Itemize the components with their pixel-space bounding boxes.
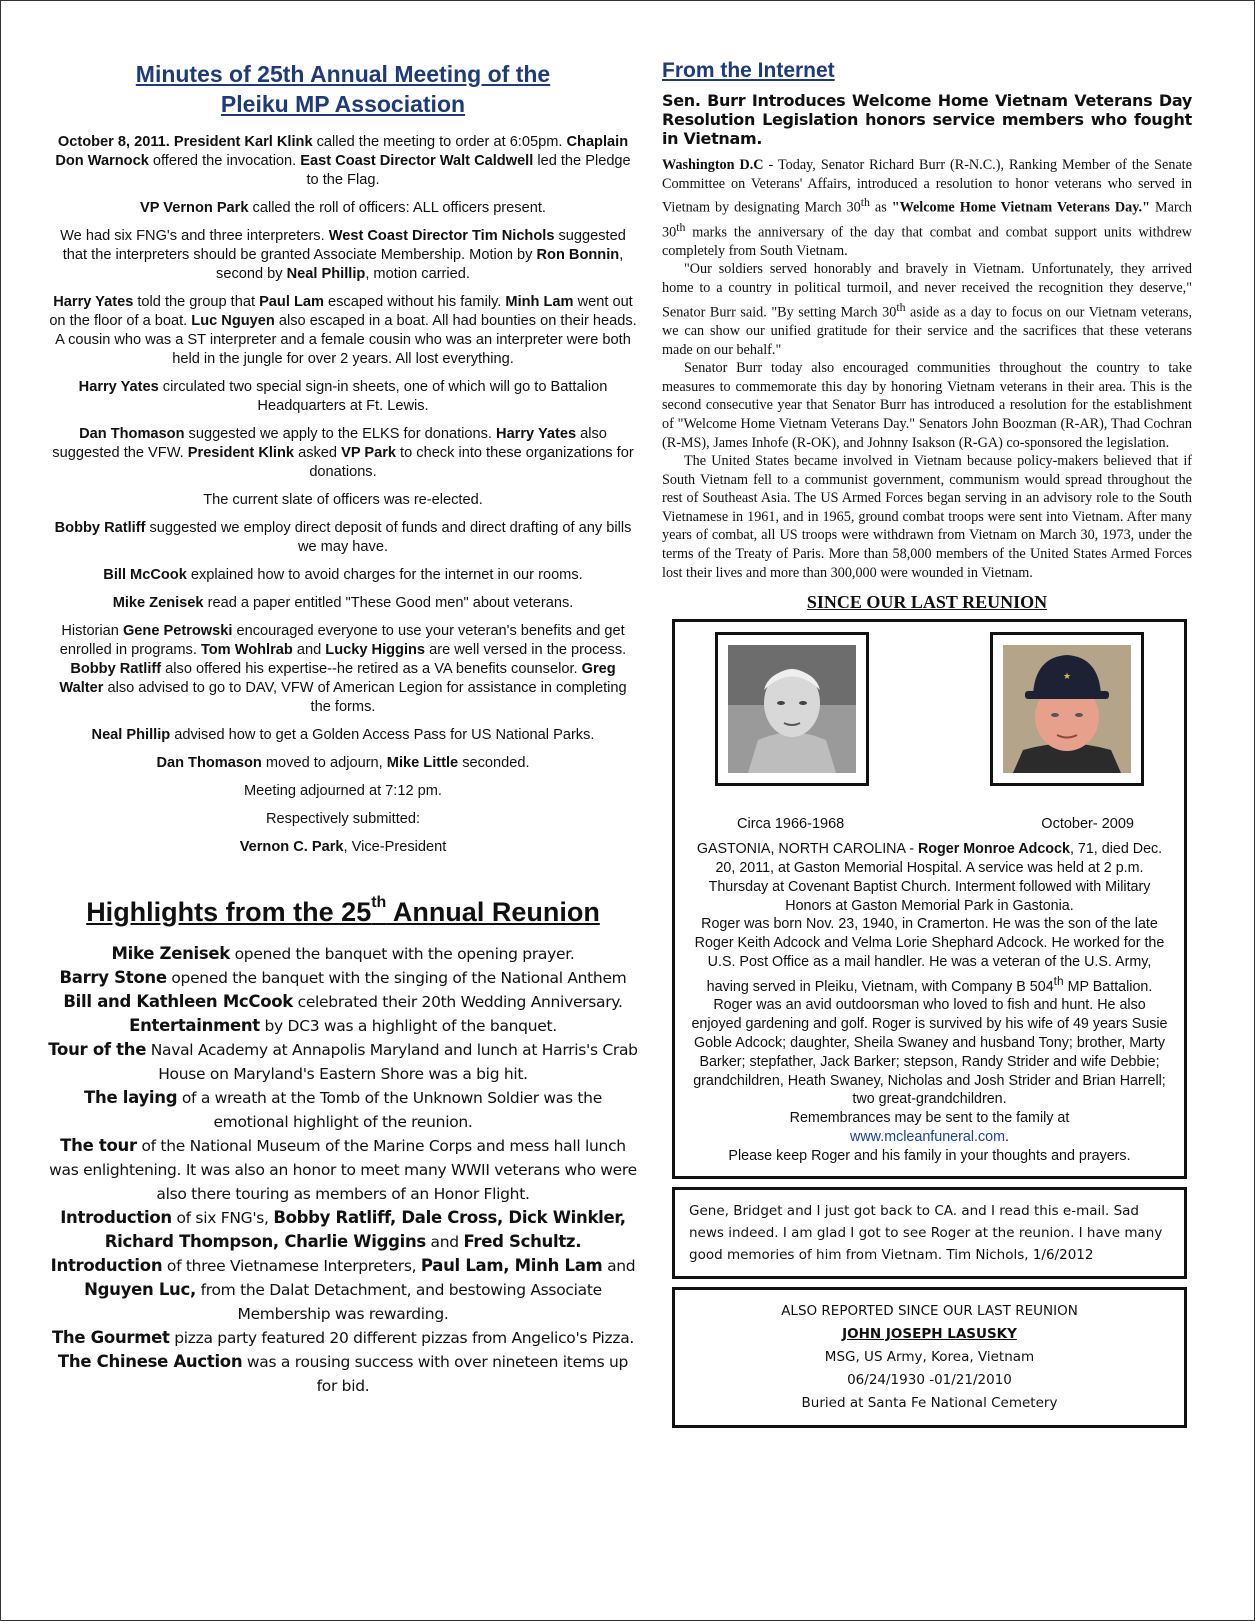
minutes-paragraph: Neal Phillip advised how to get a Golden Access Pass for US National Parks. <box>91 727 595 743</box>
obituary-remembrance: Remembrances may be sent to the family at <box>789 1110 1070 1127</box>
highlight-item: Bill and Kathleen McCook celebrated their 20th Wedding Anniversary. <box>63 992 623 1011</box>
funeral-home-link[interactable]: www.mcleanfuneral.com <box>850 1128 1005 1145</box>
obituary-closing: Please keep Roger and his family in your thoughts and prayers. <box>728 1147 1131 1164</box>
caption-older: October- 2009 <box>1041 816 1134 833</box>
note-box: Gene, Bridget and I just got back to CA. and I read this e-mail. Sad news indeed. I am glad I got to see Roger at the reunion. I have many good memories of him from Vietnam. Tim Nichols, 1/6/2012 <box>672 1187 1187 1279</box>
portrait-older-image <box>1003 645 1131 773</box>
article-headline: Sen. Burr Introduces Welcome Home Vietnam Veterans Day Resolution Legislation honors service members who fought in Vietnam. <box>662 91 1192 148</box>
svg-text:★: ★ <box>1062 672 1072 683</box>
photo-frame-young <box>715 632 869 786</box>
also-reported-dates: 06/24/1930 -01/21/2010 <box>847 1371 1012 1388</box>
article-paragraph: Senator Burr today also encouraged communities throughout the country to take measures to commemorate this day by honoring Vietnam veterans in their area. This is the second consecutive year that Senator Burr has introduced a resolution for the establishment of "Welcome Home Vietnam Veterans Day." Senators John Boozman (R-AR), Thad Cochran (R-MS), James Inhofe (R-OK), and Johnny Isakson (R-GA) co-sponsored the legislation. <box>662 360 1192 451</box>
minutes-paragraph: October 8, 2011. President Karl Klink called the meeting to order at 6:05pm. Chaplain Don Warnock offered the invocation. East Coast Director Walt Caldwell led the Pledge to the Flag. <box>55 134 631 188</box>
minutes-title-line2: Pleiku MP Association <box>220 91 466 117</box>
internet-title: From the Internet <box>662 59 835 82</box>
photo-frame-older <box>990 632 1144 786</box>
photo-row <box>687 632 1172 786</box>
obituary-paragraph: Roger was born Nov. 23, 1940, in Cramerton. He was the son of the late Roger Keith Adcock and Velma Lorie Shephard Adcock. He worked for the U.S. Post Office as a mail handler. He was a veteran of the U.S. Army, having served in Pleiku, Vietnam, with Company B 504th MP Battalion. Roger was an avid outdoorsman who loved to fish and hunt. He also enjoyed gardening and golf. Roger is survived by his wife of 49 years Susie Goble Adcock; daughter, Sheila Swaney and husband Tony; brother, Marty Barker; stepfather, Jack Barker; stepson, Randy Strider and wife Debbie; grandchildren, Heath Swaney, Nicholas and Josh Strider and Brian Harrell; two great-grandchildren. <box>691 916 1168 1108</box>
minutes-paragraph: The current slate of officers was re-elected. <box>203 492 483 508</box>
minutes-paragraph: Harry Yates circulated two special sign-in sheets, one of which will go to Battalion Headquarters at Ft. Lewis. <box>78 379 608 414</box>
minutes-title <box>48 59 638 119</box>
highlight-item: The Gourmet pizza party featured 20 different pizzas from Angelico's Pizza. <box>51 1328 635 1347</box>
also-reported-title: ALSO REPORTED SINCE OUR LAST REUNION <box>781 1302 1078 1319</box>
minutes-paragraph: Mike Zenisek read a paper entitled "These Good men" about veterans. <box>112 595 574 611</box>
right-column <box>662 55 1192 1428</box>
article-paragraph: Washington D.C - Today, Senator Richard Burr (R-N.C.), Ranking Member of the Senate Committee on Veterans' Affairs, introduced a resolution to honor veterans who served in Vietnam by designating March 30th as "Welcome Home Vietnam Veterans Day." March 30th marks the anniversary of the day that combat and combat support units withdrew completely from South Vietnam. <box>662 157 1193 259</box>
caption-young: Circa 1966-1968 <box>737 816 845 833</box>
minutes-paragraph: Bill McCook explained how to avoid charges for the internet in our rooms. <box>103 567 583 583</box>
also-reported-name: JOHN JOSEPH LASUSKY <box>842 1325 1017 1342</box>
minutes-paragraph: Bobby Ratliff suggested we employ direct deposit of funds and direct drafting of any bills we may have. <box>54 520 632 555</box>
highlight-item: Barry Stone opened the banquet with the singing of the National Anthem <box>59 968 627 987</box>
since-title: SINCE OUR LAST REUNION <box>806 592 1048 613</box>
highlight-item: The tour of the National Museum of the Marine Corps and mess hall lunch was enlightening. It was also an honor to meet many WWII veterans who were also there touring as members of an Honor Flight. <box>49 1136 637 1203</box>
obituary-text <box>687 840 1172 1165</box>
minutes-paragraph: VP Vernon Park called the roll of officers: ALL officers present. <box>140 200 546 216</box>
highlight-item: Mike Zenisek opened the banquet with the opening prayer. <box>111 944 575 963</box>
highlight-item: Tour of the Naval Academy at Annapolis Maryland and lunch at Harris's Crab House on Maryland's Eastern Shore was a big hit. <box>48 1040 638 1083</box>
minutes-paragraph: Meeting adjourned at 7:12 pm. <box>244 783 442 799</box>
minutes-paragraph: Dan Thomason suggested we apply to the ELKS for donations. Harry Yates also suggested the VFW. President Klink asked VP Park to check into these organizations for donations. <box>52 426 634 480</box>
portrait-young-image <box>728 645 856 773</box>
minutes-paragraph: Dan Thomason moved to adjourn, Mike Little seconded. <box>156 755 530 771</box>
minutes-title-line1: Minutes of 25th Annual Meeting of the <box>135 61 551 87</box>
also-reported-rank: MSG, US Army, Korea, Vietnam <box>824 1348 1035 1365</box>
minutes-paragraph: We had six FNG's and three interpreters. West Coast Director Tim Nichols suggested that the interpreters should be granted Associate Membership. Motion by Ron Bonnin, second by Neal Phillip, motion carried. <box>60 228 626 282</box>
highlights-body <box>48 942 638 1398</box>
article-paragraph: The United States became involved in Vietnam because policy-makers believed that if South Vietnam fell to a communist government, communism would spread throughout the rest of Southeast Asia. The US Armed Forces began serving in an advisory role to the South Vietnamese in 1961, and in 1965, ground combat troops were sent into Vietnam. After many years of combat, all US troops were withdrawn from Vietnam on March 30, 1973, under the terms of the Treaty of Paris. More than 58,000 members of the United States Armed Forces lost their lives and more than 300,000 were wounded in Vietnam. <box>662 453 1192 581</box>
left-column <box>48 55 638 1398</box>
article-paragraph: "Our soldiers served honorably and bravely in Vietnam. Unfortunately, they arrived home to a country in political turmoil, and never received the recognition they deserve," Senator Burr said. "By setting March 30th aside as a day to focus on our Vietnam veterans, we can show our unified gratitude for their service and the sacrifices that these veterans made on our behalf." <box>662 261 1192 358</box>
highlights-title: Highlights from the 25th Annual Reunion <box>86 894 600 927</box>
obituary-link-line: www.mcleanfuneral.com. <box>850 1128 1009 1145</box>
article-body <box>662 156 1192 582</box>
obituary-paragraph: GASTONIA, NORTH CAROLINA - Roger Monroe Adcock, 71, died Dec. 20, 2011, at Gaston Memorial Hospital. A service was held at 2 p.m. Thursday at Covenant Baptist Church. Interment followed with Military Honors at Gaston Memorial Park in Gastonia. <box>696 841 1163 914</box>
minutes-body <box>48 133 638 857</box>
minutes-paragraph: Respectively submitted: <box>265 811 421 827</box>
highlight-item: Entertainment by DC3 was a highlight of the banquet. <box>129 1016 557 1035</box>
highlight-item: Introduction of three Vietnamese Interpreters, Paul Lam, Minh Lam and Nguyen Luc, from the Dalat Detachment, and bestowing Associate Membership was rewarding. <box>50 1256 636 1323</box>
highlight-item: The laying of a wreath at the Tomb of the Unknown Soldier was the emotional highlight of the reunion. <box>84 1088 602 1131</box>
minutes-paragraph: Historian Gene Petrowski encouraged everyone to use your veteran's benefits and get enrolled in programs. Tom Wohlrab and Lucky Higgins are well versed in the process. Bobby Ratliff also offered his expertise--he retired as a VA benefits counselor. Greg Walter also advised to go to DAV, VFW of American Legion for assistance in completing the forms. <box>59 623 627 715</box>
also-reported-box <box>672 1287 1187 1428</box>
photo-captions <box>687 786 1172 840</box>
minutes-paragraph: Harry Yates told the group that Paul Lam escaped without his family. Minh Lam went out on the floor of a boat. Luc Nguyen also escaped in a boat. All had bounties on their heads. A cousin who was a ST interpreter and a female cousin who was an interpreter were both held in the jungle for over 2 years. All lost everything. <box>49 294 637 367</box>
highlight-item: The Chinese Auction was a rousing success with over nineteen items up for bid. <box>57 1352 629 1395</box>
minutes-signature: Vernon C. Park, Vice-President <box>239 839 447 855</box>
obituary-box <box>672 619 1187 1178</box>
also-reported-burial: Buried at Santa Fe National Cemetery <box>801 1394 1058 1411</box>
highlight-item: Introduction of six FNG's, Bobby Ratliff, Dale Cross, Dick Winkler, Richard Thompson, Charlie Wiggins and Fred Schultz. <box>60 1208 626 1251</box>
